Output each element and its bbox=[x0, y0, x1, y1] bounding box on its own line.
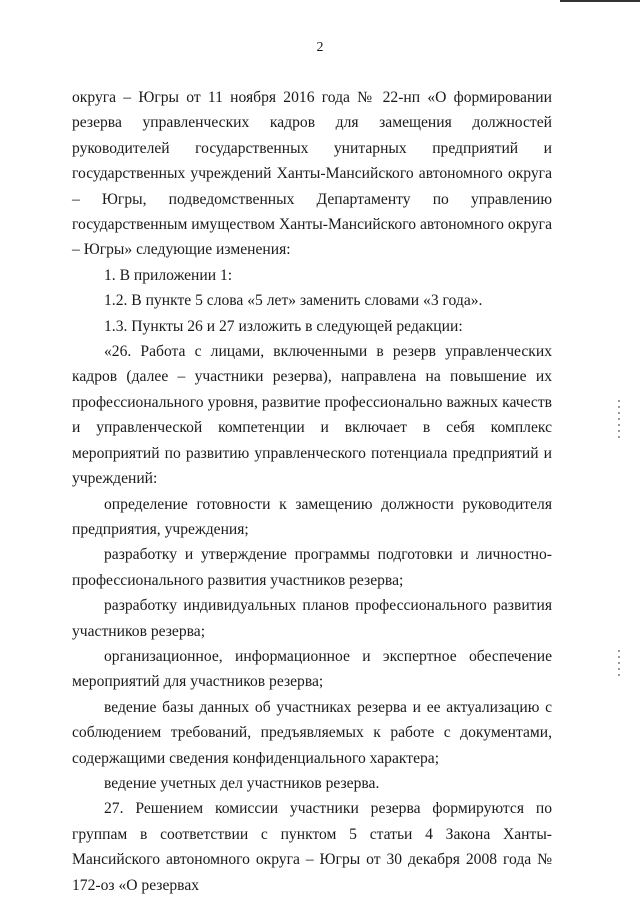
page-number: 2 bbox=[316, 40, 324, 55]
paragraph-item-1-3: 1.3. Пункты 26 и 27 изложить в следующей редакции: bbox=[104, 317, 463, 335]
paragraph-list-item: ведение базы данных об участниках резерва и ее актуализацию с соблюдением требований, предъявляемых к работе с документами, содержащими сведения конфиденциального характера; bbox=[72, 698, 552, 767]
scan-margin-marks bbox=[618, 650, 620, 680]
paragraph-item-1-2: 1.2. В пункте 5 слова «5 лет» заменить словами «3 года». bbox=[104, 292, 483, 310]
paragraph-continuation: округа – Югры от 11 ноября 2016 года № 22-нп «О формировании резерва управленческих кадров для замещения должностей руководителей государственных унитарных предприятий и государственных учреждений Ханты-Мансийского автономного округа – Югры, подведомственных Департаменту по управлению государственным имуществом Ханты-Мансийского автономного округа – Югры» следующие изменения: bbox=[72, 89, 552, 259]
paragraph-list-item: разработку и утверждение программы подготовки и личностно-профессионального развития участников резерва; bbox=[72, 546, 552, 589]
scan-edge-line bbox=[560, 0, 640, 2]
paragraph-list-item: разработку индивидуальных планов профессионального развития участников резерва; bbox=[72, 597, 552, 640]
document-body bbox=[72, 85, 552, 898]
paragraph-list-item: определение готовности к замещению должности руководителя предприятия, учреждения; bbox=[72, 495, 552, 538]
paragraph-clause-27: 27. Решением комиссии участники резерва формируются по группам в соответствии с пунктом 5 статьи 4 Закона Ханты-Мансийского автономного округа – Югры от 30 декабря 2008 года № 172-оз «О резервах bbox=[72, 800, 552, 894]
paragraph-item-1: 1. В приложении 1: bbox=[104, 266, 233, 284]
scan-margin-marks bbox=[618, 400, 620, 440]
paragraph-list-item: организационное, информационное и экспертное обеспечение мероприятий для участников резерва; bbox=[72, 647, 552, 691]
paragraph-list-item: ведение учетных дел участников резерва. bbox=[104, 774, 380, 792]
paragraph-clause-26: «26. Работа с лицами, включенными в резерв управленческих кадров (далее – участники резерва), направлена на повышение их профессионального уровня, развитие профессионально важных качеств и управленческой компетенции и включает в себя комплекс мероприятий по развитию управленческого потенциала предприятий и учреждений: bbox=[72, 343, 552, 488]
